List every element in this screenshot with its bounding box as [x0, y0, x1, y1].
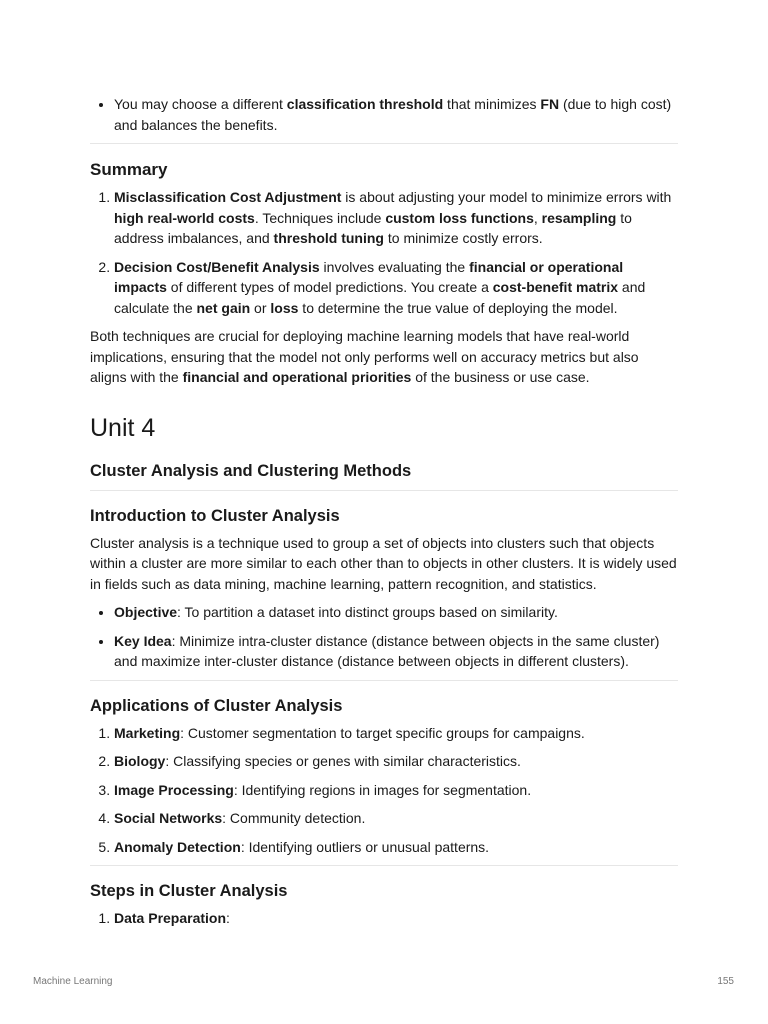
- summary-closing-paragraph: Both techniques are crucial for deploying machine learning models that have real-world implications, ensuring that the model not only performs well on accuracy metrics but also aligns with the financial and operational priorities of the business or use case.: [90, 328, 639, 385]
- intro-heading: Introduction to Cluster Analysis: [90, 506, 340, 525]
- divider: [90, 680, 678, 681]
- unit-title: Unit 4: [90, 413, 156, 442]
- list-item: 3. Image Processing: Identifying regions in images for segmentation.: [114, 780, 678, 801]
- list-item: 4. Social Networks: Community detection.: [114, 808, 678, 829]
- list-item: 1. Misclassification Cost Adjustment is about adjusting your model to minimize errors with high real-world costs. Techniques include custom loss functions, resampling to address imbalances, and threshold tuning to minimize costly errors.: [114, 187, 678, 249]
- list-item: 5. Anomaly Detection: Identifying outliers or unusual patterns.: [114, 837, 678, 858]
- list-item: 2. Decision Cost/Benefit Analysis involves evaluating the financial or operational impacts of different types of model predictions. You create a cost-benefit matrix and calculate the net gain or loss to determine the true value of deploying the model.: [114, 257, 678, 319]
- page-content: [90, 88, 678, 929]
- divider: [90, 490, 678, 491]
- list-item: • Objective: To partition a dataset into distinct groups based on similarity.: [114, 602, 678, 623]
- unit-subtitle: Cluster Analysis and Clustering Methods: [90, 461, 412, 480]
- applications-list: [90, 723, 678, 858]
- summary-list: [90, 187, 678, 318]
- page-number: 155: [717, 976, 734, 987]
- footer-title: Machine Learning: [33, 976, 113, 987]
- intro-paragraph: Cluster analysis is a technique used to group a set of objects into clusters such that objects within a cluster are more similar to each other than to objects in other clusters. It is widely used in fields such as data mining, machine learning, pattern recognition, and statistics.: [90, 534, 677, 592]
- divider: [90, 865, 678, 866]
- applications-heading: Applications of Cluster Analysis: [90, 696, 343, 715]
- list-item: • You may choose a different classification threshold that minimizes FN (due to high cost) and balances the benefits.: [114, 94, 678, 135]
- steps-list: [90, 908, 678, 929]
- steps-heading: Steps in Cluster Analysis: [90, 882, 288, 900]
- list-item: 2. Biology: Classifying species or genes with similar characteristics.: [114, 751, 678, 772]
- list-item: • Key Idea: Minimize intra-cluster distance (distance between objects in the same cluster) and maximize inter-cluster distance (distance between objects in different clusters).: [114, 631, 678, 672]
- list-item: 1. Marketing: Customer segmentation to target specific groups for campaigns.: [114, 723, 678, 744]
- top-bullet-list: [90, 94, 678, 135]
- divider: [90, 143, 678, 144]
- summary-heading: Summary: [90, 160, 168, 179]
- list-item: 1. Data Preparation:: [114, 908, 678, 929]
- intro-bullet-list: [90, 602, 678, 672]
